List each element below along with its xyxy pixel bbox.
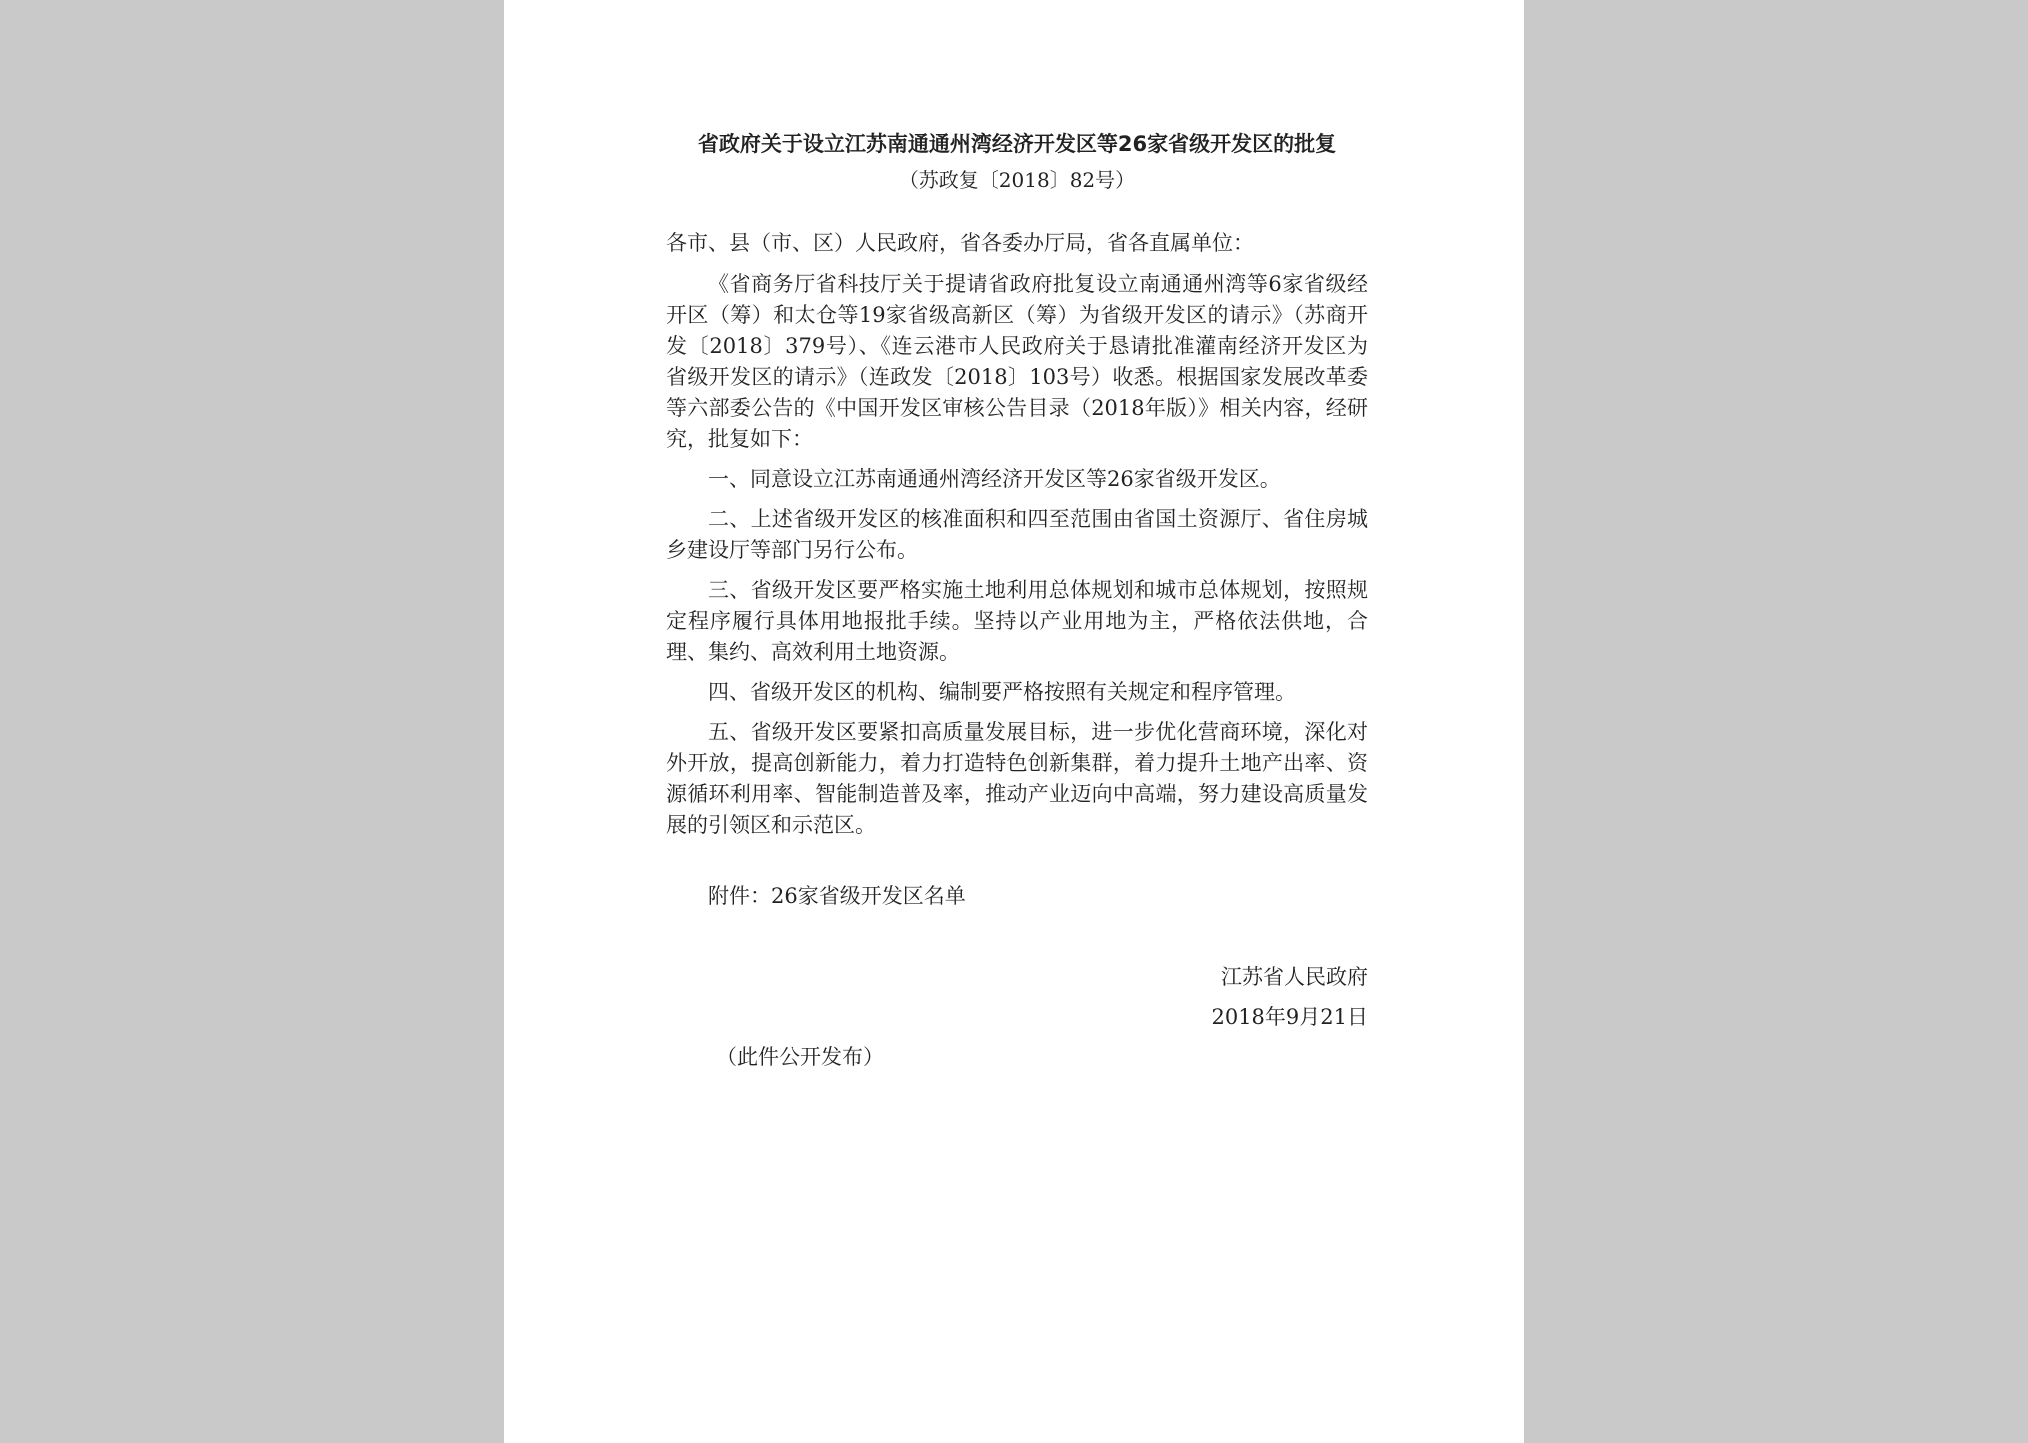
addressee-line: 各市、县（市、区）人民政府，省各委办厅局，省各直属单位： <box>666 231 1254 255</box>
issue-date: 2018年9月21日 <box>1211 1005 1368 1029</box>
body-paragraph-item-5: 五、省级开发区要紧扣高质量发展目标，进一步优化营商环境，深化对外开放，提高创新能力，着力打造特色创新集群，着力提升土地产出率、资源循环利用率、智能制造普及率，推动产业迈向中高端，努力建设高质量发展的引领区和示范区。 <box>666 720 1368 837</box>
issuer-signature: 江苏省人民政府 <box>1221 965 1368 989</box>
body-paragraph-item-1: 一、同意设立江苏南通通州湾经济开发区等26家省级开发区。 <box>708 467 1281 491</box>
document-title: 省政府关于设立江苏南通通州湾经济开发区等26家省级开发区的批复 <box>697 132 1337 156</box>
document-content <box>666 128 1368 1073</box>
publish-note: （此件公开发布） <box>716 1045 884 1069</box>
body-paragraph-item-3: 三、省级开发区要严格实施土地利用总体规划和城市总体规划，按照规定程序履行具体用地报批手续。坚持以产业用地为主，严格依法供地，合理、集约、高效利用土地资源。 <box>666 578 1368 664</box>
document-page <box>504 0 1524 1443</box>
document-number: （苏政复〔2018〕82号） <box>898 168 1136 192</box>
body-paragraph-intro: 《省商务厅省科技厅关于提请省政府批复设立南通通州湾等6家省级经开区（筹）和太仓等19家省级高新区（筹）为省级开发区的请示》（苏商开发〔2018〕379号）、《连云港市人民政府关于恳请批准灌南经济开发区为省级开发区的请示》（连政发〔2018〕103号）收悉。根据国家发展改革委等六部委公告的《中国开发区审核公告目录（2018年版）》相关内容，经研究，批复如下： <box>666 272 1368 451</box>
attachment-line: 附件：26家省级开发区名单 <box>708 884 966 908</box>
body-paragraph-item-2: 二、上述省级开发区的核准面积和四至范围由省国土资源厅、省住房城乡建设厅等部门另行公布。 <box>666 507 1368 562</box>
body-paragraph-item-4: 四、省级开发区的机构、编制要严格按照有关规定和程序管理。 <box>708 680 1296 704</box>
